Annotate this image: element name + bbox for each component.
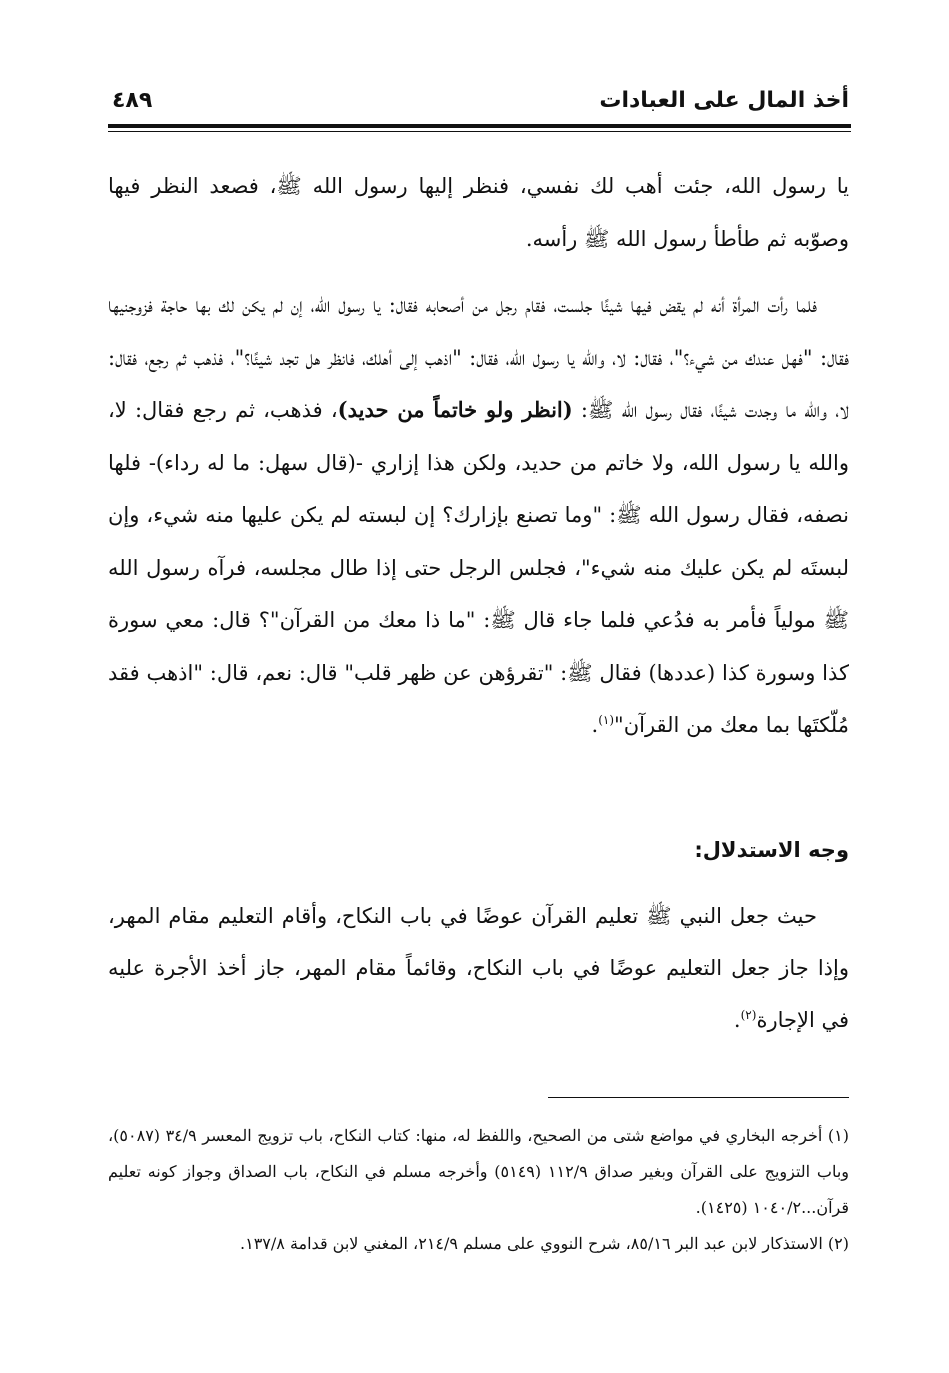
footnote-ref: (١) xyxy=(598,713,615,727)
running-header xyxy=(112,88,849,118)
paragraph xyxy=(108,279,849,752)
paragraph: يا رسول الله، جئت أهب لك نفسي، فنظر إليها رسول الله ﷺ، فصعد النظر فيها وصوّبه ثم طأطأ رسول الله ﷺ رأسه. xyxy=(108,174,849,251)
header-rule-thin xyxy=(108,131,851,132)
paragraph-text: ، فذهب، ثم رجع فقال: لا، والله يا رسول الله، ولا خاتم من حديد، ولكن هذا إزاري -(قال سهل: ما له رداء)- فلها نصفه، فقال رسول الله ﷺ: "وما تصنع بإزارك؟ إن لبسته لم يكن عليها منه شيء، وإن لبستَه لم يكن عليك منه شيء"، فجلس الرجل حتى إذا طال مجلسه، فرآه رسول الله ﷺ مولياً فأمر به فدُعي فلما جاء قال ﷺ: "ما ذا معك من القرآن"؟ قال: معي سورة كذا وسورة كذا (عددها) فقال ﷺ: "تقرؤهن عن ظهر قلب" قال: نعم، قال: "اذهب فقد مُلّكتَها بما معك من القرآن" xyxy=(108,398,849,737)
main-text xyxy=(108,160,849,752)
paragraph-text: حيث جعل النبي ﷺ تعليم القرآن عوضًا في باب النكاح، وأقام التعليم مقام المهر، وإذا جاز جعل التعليم عوضًا في باب النكاح، وقائماً مقام المهر، جاز أخذ الأجرة عليه في الإجارة xyxy=(108,904,849,1032)
paragraph xyxy=(108,890,849,1046)
footnotes xyxy=(108,1118,849,1262)
argument-text xyxy=(108,890,849,1046)
section-heading: وجه الاستدلال: xyxy=(694,838,849,862)
hadith-quote-bold: (انظر ولو خاتماً من حديد) xyxy=(337,397,573,422)
footnote: (٢) الاستذكار لابن عبد البر ٨٥/١٦، شرح النووي على مسلم ٢١٤/٩، المغني لابن قدامة ١٣٧/٨. xyxy=(240,1234,849,1253)
footnote-ref: (٢) xyxy=(740,1008,757,1022)
footnote: (١) أخرجه البخاري في مواضع شتى من الصحيح، واللفظ له، منها: كتاب النكاح، باب تزويج المعسر ٣٤/٩ (٥٠٨٧)، وباب التزويج على القرآن وبغير صداق ١١٢/٩ (٥١٤٩) وأخرجه مسلم في النكاح، باب الصداق وجواز كونه تعليم قرآن...١٠٤٠/٢ (١٤٢٥). xyxy=(108,1126,850,1217)
header-title: أخذ المال على العبادات xyxy=(599,88,849,113)
page-number: ٤٨٩ xyxy=(112,88,153,113)
footnote-separator xyxy=(548,1097,849,1098)
paragraph-end: . xyxy=(591,713,599,737)
paragraph-text: فلما رأت المرأة أنه لم يقض فيها شيئًا جلست، فقام رجل من أصحابه فقال: يا رسول الله، إن لم يكن لك بها حاجة فزوجنيها فقال: "فهل عندك من شيء؟"، فقال: لا، والله يا رسول الله، فقال: "اذهب إلى أهلك، فانظر هل تجد شيئًا؟"، فذهب ثم رجع، فقال: لا، والله ما وجدت شيئًا، فقال رسول الله ﷺ: xyxy=(108,293,849,422)
paragraph-end: . xyxy=(733,1008,741,1032)
header-rule-thick xyxy=(108,124,851,128)
